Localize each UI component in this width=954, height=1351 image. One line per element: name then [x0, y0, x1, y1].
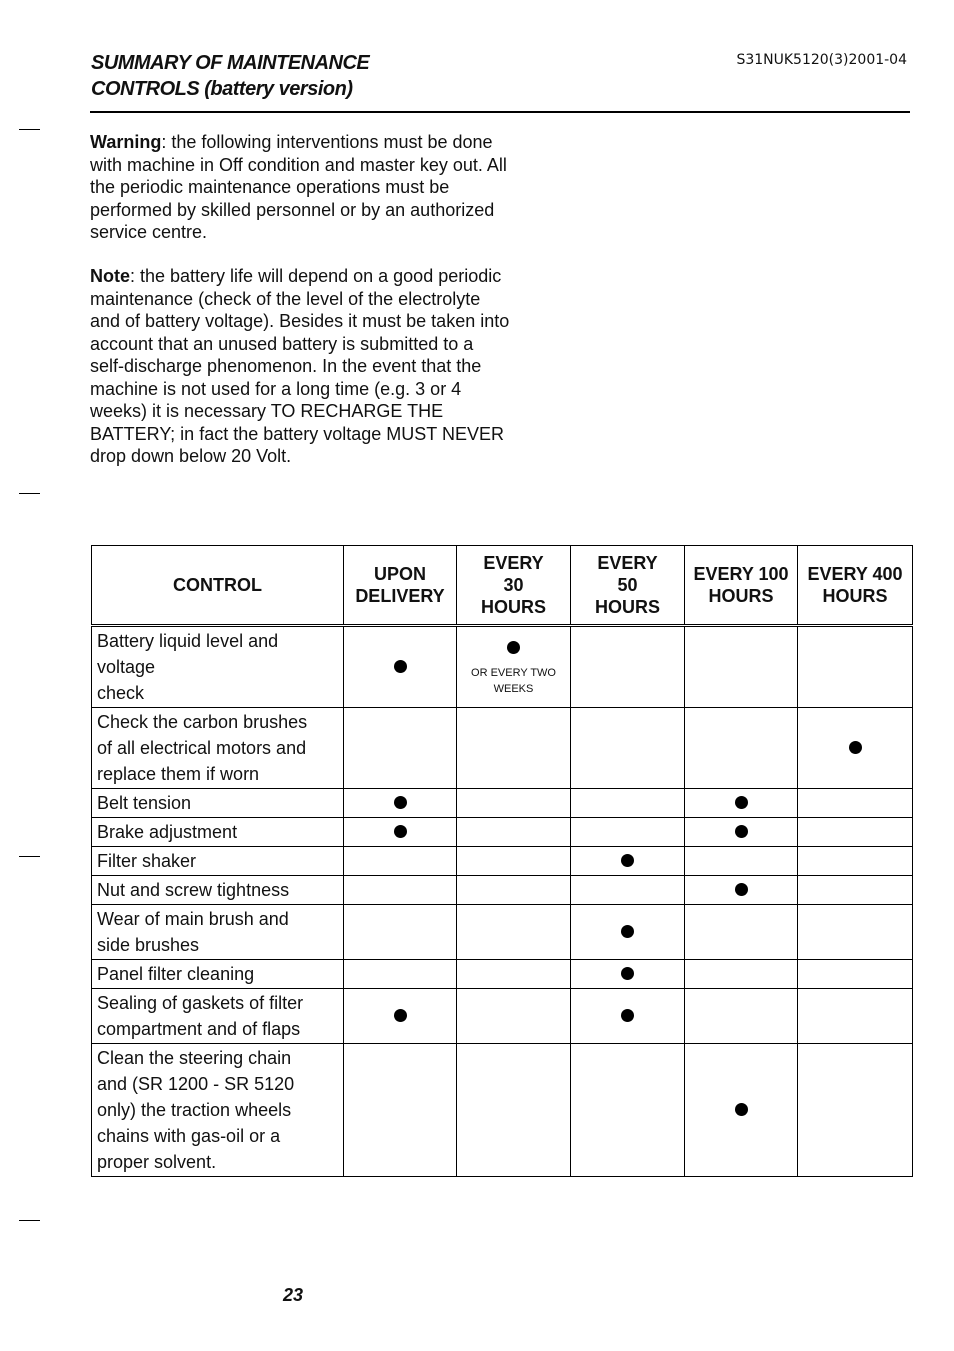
interval-cell — [685, 626, 798, 708]
interval-cell — [798, 708, 913, 789]
interval-cell — [798, 876, 913, 905]
interval-cell — [571, 626, 685, 708]
control-cell — [92, 960, 344, 989]
control-text-line: voltage — [97, 657, 156, 677]
column-header-line: 50 — [617, 575, 638, 595]
interval-cell — [344, 626, 457, 708]
interval-cell — [571, 989, 685, 1044]
interval-cell — [457, 1044, 571, 1177]
control-cell — [92, 905, 344, 960]
column-header-line: EVERY 100 — [693, 564, 789, 584]
bullet-dot-icon — [621, 854, 634, 867]
interval-cell — [571, 905, 685, 960]
control-cell — [92, 989, 344, 1044]
interval-cell — [457, 818, 571, 847]
table-row — [92, 789, 913, 818]
control-text-line: of all electrical motors and — [97, 738, 307, 758]
interval-cell — [798, 960, 913, 989]
control-text-line: proper solvent. — [97, 1152, 217, 1172]
margin-mark — [19, 856, 40, 857]
table-header-row — [92, 546, 913, 626]
control-cell — [92, 876, 344, 905]
control-text-line: and (SR 1200 - SR 5120 — [97, 1074, 295, 1094]
warning-text: : the following interventions must be done with machine in Off condition and master key out. All the periodic maintenance operations must be performed by skilled personnel or by an authorized service centre. — [90, 132, 507, 242]
interval-cell — [457, 960, 571, 989]
column-header-line: HOURS — [822, 586, 888, 606]
table-row — [92, 876, 913, 905]
control-cell — [92, 626, 344, 708]
control-text-line: Sealing of gaskets of filter — [97, 993, 304, 1013]
control-text-line: side brushes — [97, 935, 200, 955]
warning-paragraph — [90, 131, 510, 244]
table-row — [92, 626, 913, 708]
page-number: 23 — [283, 1285, 304, 1305]
interval-cell — [798, 818, 913, 847]
margin-mark — [19, 493, 40, 494]
interval-cell — [685, 708, 798, 789]
column-header — [798, 546, 913, 626]
interval-cell — [685, 847, 798, 876]
table-row — [92, 989, 913, 1044]
header-divider — [90, 111, 910, 113]
interval-cell — [571, 789, 685, 818]
bullet-dot-icon — [507, 641, 520, 654]
interval-cell — [344, 708, 457, 789]
interval-cell — [344, 1044, 457, 1177]
margin-mark — [19, 129, 40, 130]
interval-cell — [798, 847, 913, 876]
bullet-dot-icon — [735, 825, 748, 838]
bullet-dot-icon — [394, 1009, 407, 1022]
interval-cell — [344, 789, 457, 818]
document-id: S31NUK5120(3)2001-04 — [736, 52, 907, 68]
column-header-line: EVERY — [483, 553, 544, 573]
control-text-line: Nut and screw tightness — [97, 880, 290, 900]
bullet-dot-icon — [394, 825, 407, 838]
column-header-line: HOURS — [480, 597, 546, 617]
interval-cell — [798, 1044, 913, 1177]
interval-cell — [457, 847, 571, 876]
interval-cell — [798, 989, 913, 1044]
control-text-line: Filter shaker — [97, 851, 197, 871]
interval-cell — [571, 960, 685, 989]
interval-cell — [457, 708, 571, 789]
table-row — [92, 847, 913, 876]
control-text-line: Check the carbon brushes — [97, 712, 308, 732]
interval-cell — [457, 989, 571, 1044]
bullet-dot-icon — [735, 1103, 748, 1116]
bullet-dot-icon — [849, 741, 862, 754]
bullet-dot-icon — [394, 796, 407, 809]
interval-cell — [457, 789, 571, 818]
column-header-line: HOURS — [594, 597, 660, 617]
table-row — [92, 818, 913, 847]
interval-cell — [685, 818, 798, 847]
column-header-line: EVERY — [597, 553, 658, 573]
column-header-line: HOURS — [708, 586, 774, 606]
control-cell — [92, 708, 344, 789]
control-text-line: Belt tension — [97, 793, 192, 813]
interval-cell — [344, 847, 457, 876]
control-text-line: Battery liquid level and — [97, 631, 279, 651]
table-body — [92, 626, 913, 1177]
table-row — [92, 960, 913, 989]
control-text-line: Panel filter cleaning — [97, 964, 255, 984]
interval-cell — [798, 626, 913, 708]
control-cell — [92, 847, 344, 876]
column-header — [457, 546, 571, 626]
interval-cell — [685, 876, 798, 905]
column-header-line: DELIVERY — [355, 586, 445, 606]
page-title-line-2: CONTROLS (battery version) — [91, 78, 353, 100]
control-text-line: check — [97, 683, 145, 703]
interval-cell — [571, 818, 685, 847]
interval-cell — [457, 626, 571, 708]
bullet-dot-icon — [394, 660, 407, 673]
interval-cell — [798, 905, 913, 960]
table-row — [92, 708, 913, 789]
control-cell — [92, 1044, 344, 1177]
maintenance-table — [91, 545, 913, 1177]
table-row — [92, 1044, 913, 1177]
note-paragraph — [90, 265, 510, 468]
page-title-line-1: SUMMARY OF MAINTENANCE — [91, 52, 370, 74]
interval-cell — [571, 1044, 685, 1177]
interval-note: OR EVERY TWO WEEKS — [471, 666, 556, 695]
column-header — [92, 546, 344, 626]
column-header-line: CONTROL — [173, 575, 262, 595]
control-text-line: only) the traction wheels — [97, 1100, 292, 1120]
bullet-dot-icon — [735, 796, 748, 809]
interval-cell — [344, 818, 457, 847]
control-text-line: Wear of main brush and — [97, 909, 289, 929]
column-header — [571, 546, 685, 626]
interval-cell — [798, 789, 913, 818]
interval-cell — [344, 960, 457, 989]
interval-cell — [571, 876, 685, 905]
bullet-dot-icon — [735, 883, 748, 896]
column-header-line: UPON — [373, 564, 426, 584]
table-row — [92, 905, 913, 960]
column-header — [344, 546, 457, 626]
interval-cell — [344, 989, 457, 1044]
warning-label: Warning — [90, 132, 162, 152]
column-header-line: EVERY 400 — [807, 564, 903, 584]
interval-cell — [685, 1044, 798, 1177]
column-header — [685, 546, 798, 626]
note-label: Note — [90, 266, 130, 286]
interval-cell — [571, 708, 685, 789]
note-text: : the battery life will depend on a good periodic maintenance (check of the level of the electrolyte and of battery voltage). Besides it must be taken into account that an unused battery is submitted to a self-discharge phenomenon. In the event that the machine is not used for a long time (e.g. 3 or 4 weeks) it is necessary TO RECHARGE THE BATTERY; in fact the battery voltage MUST NEVER drop down below 20 Volt. — [90, 266, 510, 466]
control-cell — [92, 818, 344, 847]
interval-cell — [685, 960, 798, 989]
interval-cell — [457, 876, 571, 905]
interval-cell — [571, 847, 685, 876]
interval-cell — [685, 989, 798, 1044]
control-text-line: compartment and of flaps — [97, 1019, 301, 1039]
control-text-line: chains with gas-oil or a — [97, 1126, 281, 1146]
margin-mark — [19, 1220, 40, 1221]
control-text-line: Clean the steering chain — [97, 1048, 292, 1068]
control-text-line: Brake adjustment — [97, 822, 238, 842]
bullet-dot-icon — [621, 1009, 634, 1022]
interval-cell — [344, 876, 457, 905]
interval-cell — [685, 905, 798, 960]
interval-cell — [457, 905, 571, 960]
bullet-dot-icon — [621, 967, 634, 980]
control-cell — [92, 789, 344, 818]
bullet-dot-icon — [621, 925, 634, 938]
interval-cell — [685, 789, 798, 818]
page-title — [91, 50, 369, 102]
column-header-line: 30 — [503, 575, 524, 595]
interval-cell — [344, 905, 457, 960]
control-text-line: replace them if worn — [97, 764, 260, 784]
